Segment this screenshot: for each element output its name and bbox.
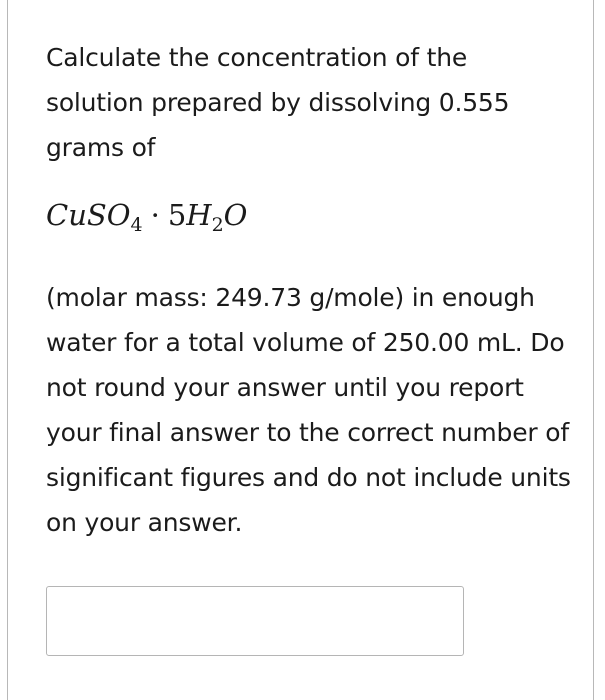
formula-h: H — [186, 198, 212, 232]
formula-dot: · — [150, 198, 160, 232]
question-card — [7, 0, 594, 700]
chemical-formula — [46, 193, 247, 248]
formula-subscript-2: 2 — [211, 214, 224, 236]
formula-o: O — [223, 198, 248, 232]
answer-input[interactable] — [46, 586, 464, 656]
formula-subscript-4: 4 — [130, 214, 143, 236]
question-details: (molar mass: 249.73 g/mole) in enough water for a total volume of 250.00 mL. Do not round your answer until you report your final answer to the correct number of significant figures and do not include units on your answer. — [46, 283, 571, 537]
question-intro: Calculate the concentration of the solution prepared by dissolving 0.555 grams of — [46, 43, 510, 162]
formula-cuso: CuSO — [46, 198, 131, 232]
formula-coefficient-5: 5 — [167, 198, 187, 232]
